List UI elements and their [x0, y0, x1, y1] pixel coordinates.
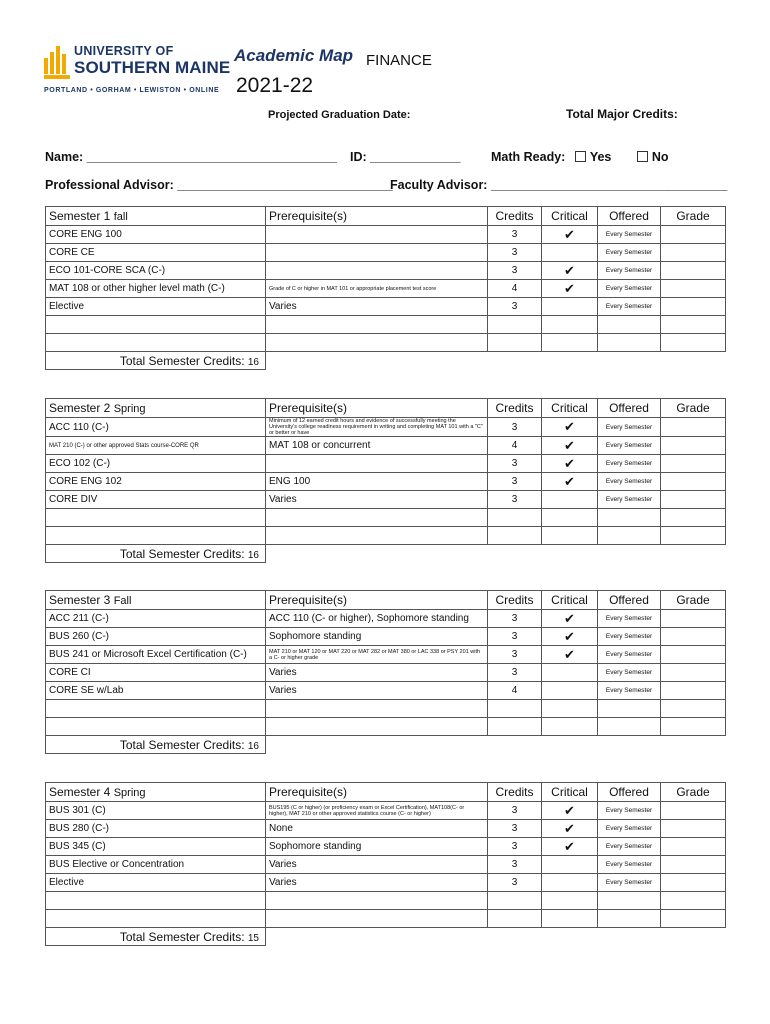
math-ready-group	[491, 150, 669, 164]
course-grade-input[interactable]	[661, 262, 726, 280]
course-row	[46, 473, 726, 491]
course-grade-input[interactable]	[661, 244, 726, 262]
empty-cell[interactable]	[46, 316, 266, 334]
total-row-blank	[266, 545, 726, 563]
course-grade-input[interactable]	[661, 437, 726, 455]
course-offered: Every Semester	[598, 473, 661, 491]
empty-cell[interactable]	[488, 892, 542, 910]
course-critical	[542, 280, 598, 298]
empty-cell[interactable]	[661, 910, 726, 928]
critical-check-icon: ✔	[564, 820, 575, 836]
course-prerequisite: BUS195 (C or higher) (or proficiency exam or Excel Certification), MAT108(C- or higher), MAT 210 or other approved statistics course (C- or higher)	[266, 802, 488, 820]
critical-header: Critical	[542, 399, 598, 418]
total-semester-credits-value: 16	[247, 356, 259, 368]
program-name: FINANCE	[366, 52, 432, 69]
course-offered: Every Semester	[598, 226, 661, 244]
course-name: Elective	[46, 874, 266, 892]
empty-cell[interactable]	[266, 334, 488, 352]
course-credits: 3	[488, 820, 542, 838]
empty-cell[interactable]	[542, 700, 598, 718]
semester-title-cell	[46, 783, 266, 802]
critical-header: Critical	[542, 207, 598, 226]
empty-course-row	[46, 700, 726, 718]
empty-cell[interactable]	[46, 334, 266, 352]
course-prerequisite: Grade of C or higher in MAT 101 or appropriate placement test score	[266, 280, 488, 298]
course-name: CORE SE w/Lab	[46, 682, 266, 700]
course-name: MAT 210 (C-) or other approved Stats course-CORE QR	[46, 437, 266, 455]
course-row	[46, 856, 726, 874]
total-semester-credits-cell	[46, 736, 266, 754]
course-critical	[542, 298, 598, 316]
empty-cell[interactable]	[542, 718, 598, 736]
semester-term: Fall	[113, 595, 132, 607]
course-row	[46, 455, 726, 473]
course-name: CORE ENG 100	[46, 226, 266, 244]
course-critical	[542, 473, 598, 491]
empty-cell[interactable]	[661, 334, 726, 352]
professional-advisor-field[interactable]: Professional Advisor: _______________________________	[45, 178, 393, 192]
course-critical	[542, 610, 598, 628]
course-grade-input[interactable]	[661, 226, 726, 244]
critical-check-icon: ✔	[564, 610, 575, 626]
course-offered: Every Semester	[598, 455, 661, 473]
course-row	[46, 802, 726, 820]
course-row	[46, 491, 726, 509]
critical-check-icon: ✔	[564, 437, 575, 453]
total-semester-credits-value: 16	[247, 740, 259, 752]
empty-cell[interactable]	[661, 316, 726, 334]
empty-cell[interactable]	[46, 892, 266, 910]
course-credits: 4	[488, 437, 542, 455]
total-semester-credits-cell	[46, 352, 266, 370]
empty-course-row	[46, 892, 726, 910]
faculty-advisor-field[interactable]: Faculty Advisor: __________________________________	[390, 178, 728, 192]
course-critical	[542, 244, 598, 262]
semester-term: Spring	[113, 787, 146, 799]
course-grade-input[interactable]	[661, 455, 726, 473]
logo-line-1: UNIVERSITY OF	[74, 44, 174, 58]
course-offered: Every Semester	[598, 280, 661, 298]
course-name: BUS 345 (C)	[46, 838, 266, 856]
course-grade-input[interactable]	[661, 610, 726, 628]
empty-course-row	[46, 527, 726, 545]
course-name: ACC 211 (C-)	[46, 610, 266, 628]
semester-header-row	[46, 207, 726, 226]
course-critical	[542, 802, 598, 820]
course-offered: Every Semester	[598, 244, 661, 262]
course-credits: 3	[488, 473, 542, 491]
course-critical	[542, 437, 598, 455]
empty-course-row	[46, 334, 726, 352]
course-prerequisite: Minimum of 12 earned credit hours and evidence of successfully meeting the University's college readiness requirement in writing and completing MAT 101 with a "C" or better or have	[266, 418, 488, 437]
empty-cell[interactable]	[598, 892, 661, 910]
course-prerequisite: ENG 100	[266, 473, 488, 491]
course-critical	[542, 820, 598, 838]
math-ready-yes-label: Yes	[589, 150, 612, 164]
empty-cell[interactable]	[542, 509, 598, 527]
critical-header: Critical	[542, 783, 598, 802]
course-credits: 3	[488, 226, 542, 244]
academic-map-title: Academic Map	[234, 46, 354, 65]
logo-line-2: SOUTHERN MAINE	[74, 58, 231, 77]
course-prerequisite: None	[266, 820, 488, 838]
course-credits: 3	[488, 856, 542, 874]
empty-cell[interactable]	[488, 527, 542, 545]
empty-cell[interactable]	[488, 316, 542, 334]
total-row-blank	[266, 352, 726, 370]
empty-cell[interactable]	[598, 527, 661, 545]
course-critical	[542, 418, 598, 437]
course-critical	[542, 856, 598, 874]
empty-course-row	[46, 316, 726, 334]
total-semester-credits-cell	[46, 545, 266, 563]
total-semester-credits-cell	[46, 928, 266, 946]
total-semester-credits-label: Total Semester Credits:	[119, 546, 248, 561]
total-row	[46, 545, 726, 563]
academic-year: 2021-22	[236, 74, 314, 97]
course-grade-input[interactable]	[661, 664, 726, 682]
empty-cell[interactable]	[542, 316, 598, 334]
empty-cell[interactable]	[598, 316, 661, 334]
course-credits: 3	[488, 802, 542, 820]
course-row	[46, 226, 726, 244]
course-row	[46, 646, 726, 664]
course-prerequisite: MAT 108 or concurrent	[266, 437, 488, 455]
course-prerequisite: Sophomore standing	[266, 628, 488, 646]
course-prerequisite	[266, 455, 488, 473]
prerequisites-header: Prerequisite(s)	[266, 399, 488, 418]
empty-cell[interactable]	[661, 700, 726, 718]
grade-header: Grade	[661, 207, 726, 226]
empty-cell[interactable]	[46, 700, 266, 718]
course-name: BUS 241 or Microsoft Excel Certification (C-)	[46, 646, 266, 664]
course-grade-input[interactable]	[661, 628, 726, 646]
course-row	[46, 682, 726, 700]
empty-course-row	[46, 509, 726, 527]
course-offered: Every Semester	[598, 856, 661, 874]
semester-title: Semester 1	[49, 209, 114, 223]
critical-header: Critical	[542, 591, 598, 610]
course-name: Elective	[46, 298, 266, 316]
course-name: CORE ENG 102	[46, 473, 266, 491]
empty-cell[interactable]	[266, 316, 488, 334]
semester-title-cell	[46, 591, 266, 610]
empty-cell[interactable]	[661, 527, 726, 545]
empty-cell[interactable]	[46, 718, 266, 736]
semester-header-row	[46, 783, 726, 802]
course-offered: Every Semester	[598, 838, 661, 856]
course-offered: Every Semester	[598, 418, 661, 437]
course-offered: Every Semester	[598, 298, 661, 316]
critical-check-icon: ✔	[564, 838, 575, 854]
course-grade-input[interactable]	[661, 646, 726, 664]
course-name: MAT 108 or other higher level math (C-)	[46, 280, 266, 298]
course-credits: 3	[488, 628, 542, 646]
empty-cell[interactable]	[488, 334, 542, 352]
total-major-credits-label: Total Major Credits:	[566, 107, 678, 121]
empty-cell[interactable]	[488, 700, 542, 718]
semester-table	[45, 398, 726, 563]
course-prerequisite: ACC 110 (C- or higher), Sophomore standing	[266, 610, 488, 628]
total-semester-credits-value: 15	[247, 932, 259, 944]
course-critical	[542, 874, 598, 892]
critical-check-icon: ✔	[564, 455, 575, 471]
critical-check-icon: ✔	[564, 473, 575, 489]
semester-table	[45, 206, 726, 370]
course-row	[46, 610, 726, 628]
critical-check-icon: ✔	[564, 802, 575, 818]
offered-header: Offered	[598, 207, 661, 226]
empty-course-row	[46, 718, 726, 736]
semester-title: Semester 4	[49, 785, 114, 799]
course-grade-input[interactable]	[661, 280, 726, 298]
course-credits: 3	[488, 664, 542, 682]
empty-cell[interactable]	[488, 910, 542, 928]
course-grade-input[interactable]	[661, 802, 726, 820]
total-row	[46, 736, 726, 754]
semester-title: Semester 3	[49, 593, 114, 607]
empty-cell[interactable]	[46, 527, 266, 545]
semester-title-cell	[46, 207, 266, 226]
course-grade-input[interactable]	[661, 298, 726, 316]
empty-cell[interactable]	[266, 718, 488, 736]
course-credits: 4	[488, 682, 542, 700]
course-grade-input[interactable]	[661, 820, 726, 838]
course-credits: 4	[488, 280, 542, 298]
course-grade-input[interactable]	[661, 491, 726, 509]
course-row	[46, 874, 726, 892]
total-row	[46, 352, 726, 370]
course-row	[46, 820, 726, 838]
course-critical	[542, 491, 598, 509]
course-name: BUS 301 (C)	[46, 802, 266, 820]
name-field[interactable]: Name: ____________________________________	[45, 150, 337, 164]
projected-graduation-date-label: Projected Graduation Date:	[268, 109, 411, 121]
math-ready-no-checkbox[interactable]	[637, 151, 648, 162]
math-ready-label: Math Ready:	[491, 150, 566, 164]
course-offered: Every Semester	[598, 664, 661, 682]
critical-check-icon: ✔	[564, 226, 575, 242]
course-grade-input[interactable]	[661, 838, 726, 856]
course-offered: Every Semester	[598, 646, 661, 664]
total-row-blank	[266, 736, 726, 754]
course-prerequisite: Sophomore standing	[266, 838, 488, 856]
empty-cell[interactable]	[266, 509, 488, 527]
semester-header-row	[46, 399, 726, 418]
course-credits: 3	[488, 244, 542, 262]
credits-header: Credits	[488, 207, 542, 226]
total-row-blank	[266, 928, 726, 946]
course-critical	[542, 682, 598, 700]
course-offered: Every Semester	[598, 802, 661, 820]
course-name: BUS 280 (C-)	[46, 820, 266, 838]
course-grade-input[interactable]	[661, 856, 726, 874]
total-semester-credits-value: 16	[247, 549, 259, 561]
course-offered: Every Semester	[598, 682, 661, 700]
course-row	[46, 280, 726, 298]
course-credits: 3	[488, 418, 542, 437]
empty-cell[interactable]	[542, 334, 598, 352]
course-offered: Every Semester	[598, 491, 661, 509]
course-name: BUS Elective or Concentration	[46, 856, 266, 874]
math-ready-yes-checkbox[interactable]	[575, 151, 586, 162]
grade-header: Grade	[661, 399, 726, 418]
course-offered: Every Semester	[598, 610, 661, 628]
critical-check-icon: ✔	[564, 628, 575, 644]
course-prerequisite: Varies	[266, 856, 488, 874]
credits-header: Credits	[488, 591, 542, 610]
course-credits: 3	[488, 646, 542, 664]
empty-course-row	[46, 910, 726, 928]
course-credits: 3	[488, 455, 542, 473]
empty-cell[interactable]	[266, 892, 488, 910]
course-critical	[542, 262, 598, 280]
usm-logo	[44, 44, 231, 100]
course-offered: Every Semester	[598, 437, 661, 455]
course-critical	[542, 646, 598, 664]
empty-cell[interactable]	[542, 527, 598, 545]
id-field[interactable]: ID: _____________	[350, 150, 461, 164]
course-critical	[542, 226, 598, 244]
empty-cell[interactable]	[661, 892, 726, 910]
total-semester-credits-label: Total Semester Credits:	[119, 353, 248, 368]
course-offered: Every Semester	[598, 628, 661, 646]
empty-cell[interactable]	[542, 910, 598, 928]
course-critical	[542, 628, 598, 646]
offered-header: Offered	[598, 591, 661, 610]
offered-header: Offered	[598, 399, 661, 418]
critical-check-icon: ✔	[564, 646, 575, 662]
course-prerequisite	[266, 262, 488, 280]
empty-cell[interactable]	[46, 509, 266, 527]
course-row	[46, 437, 726, 455]
course-prerequisite: Varies	[266, 491, 488, 509]
empty-cell[interactable]	[598, 910, 661, 928]
course-offered: Every Semester	[598, 820, 661, 838]
course-prerequisite	[266, 226, 488, 244]
empty-cell[interactable]	[598, 700, 661, 718]
offered-header: Offered	[598, 783, 661, 802]
logo-line-3: PORTLAND • GORHAM • LEWISTON • ONLINE	[44, 87, 220, 94]
critical-check-icon: ✔	[564, 419, 575, 434]
course-prerequisite: MAT 210 or MAT 120 or MAT 220 or MAT 282 or MAT 380 or LAC 338 or PSY 201 with a C- or higher grade	[266, 646, 488, 664]
course-name: ACC 110 (C-)	[46, 418, 266, 437]
prerequisites-header: Prerequisite(s)	[266, 207, 488, 226]
critical-check-icon: ✔	[564, 280, 575, 296]
empty-cell[interactable]	[488, 509, 542, 527]
semester-table	[45, 590, 726, 754]
empty-cell[interactable]	[598, 334, 661, 352]
empty-cell[interactable]	[488, 718, 542, 736]
empty-cell[interactable]	[598, 718, 661, 736]
course-name: CORE CI	[46, 664, 266, 682]
critical-check-icon: ✔	[564, 262, 575, 278]
course-credits: 3	[488, 874, 542, 892]
course-grade-input[interactable]	[661, 874, 726, 892]
course-name: CORE CE	[46, 244, 266, 262]
course-prerequisite: Varies	[266, 874, 488, 892]
course-credits: 3	[488, 610, 542, 628]
prerequisites-header: Prerequisite(s)	[266, 591, 488, 610]
course-credits: 3	[488, 298, 542, 316]
math-ready-no-label: No	[651, 150, 669, 164]
total-row	[46, 928, 726, 946]
course-critical	[542, 664, 598, 682]
grade-header: Grade	[661, 783, 726, 802]
empty-cell[interactable]	[542, 892, 598, 910]
course-grade-input[interactable]	[661, 473, 726, 491]
credits-header: Credits	[488, 783, 542, 802]
total-semester-credits-label: Total Semester Credits:	[119, 737, 248, 752]
course-name: BUS 260 (C-)	[46, 628, 266, 646]
course-prerequisite: Varies	[266, 298, 488, 316]
empty-cell[interactable]	[266, 910, 488, 928]
course-critical	[542, 455, 598, 473]
course-credits: 3	[488, 262, 542, 280]
empty-cell[interactable]	[661, 509, 726, 527]
semester-title: Semester 2	[49, 401, 114, 415]
empty-cell[interactable]	[266, 527, 488, 545]
prerequisites-header: Prerequisite(s)	[266, 783, 488, 802]
course-prerequisite: Varies	[266, 664, 488, 682]
semester-term: Spring	[113, 403, 146, 415]
course-critical	[542, 838, 598, 856]
course-row	[46, 298, 726, 316]
course-credits: 3	[488, 491, 542, 509]
semester-table	[45, 782, 726, 946]
course-prerequisite: Varies	[266, 682, 488, 700]
course-row	[46, 628, 726, 646]
course-name: ECO 102 (C-)	[46, 455, 266, 473]
course-name: ECO 101-CORE SCA (C-)	[46, 262, 266, 280]
empty-cell[interactable]	[598, 509, 661, 527]
usm-logo-mark-icon	[44, 46, 70, 80]
course-row	[46, 262, 726, 280]
credits-header: Credits	[488, 399, 542, 418]
course-row	[46, 838, 726, 856]
course-row	[46, 664, 726, 682]
total-semester-credits-label: Total Semester Credits:	[119, 929, 248, 944]
semester-term: fall	[113, 211, 128, 223]
course-grade-input[interactable]	[661, 682, 726, 700]
empty-cell[interactable]	[46, 910, 266, 928]
course-credits: 3	[488, 838, 542, 856]
course-row	[46, 418, 726, 437]
course-name: CORE DIV	[46, 491, 266, 509]
course-offered: Every Semester	[598, 874, 661, 892]
course-grade-input[interactable]	[661, 418, 726, 437]
grade-header: Grade	[661, 591, 726, 610]
empty-cell[interactable]	[266, 700, 488, 718]
semester-header-row	[46, 591, 726, 610]
semester-title-cell	[46, 399, 266, 418]
course-prerequisite	[266, 244, 488, 262]
course-offered: Every Semester	[598, 262, 661, 280]
course-row	[46, 244, 726, 262]
empty-cell[interactable]	[661, 718, 726, 736]
